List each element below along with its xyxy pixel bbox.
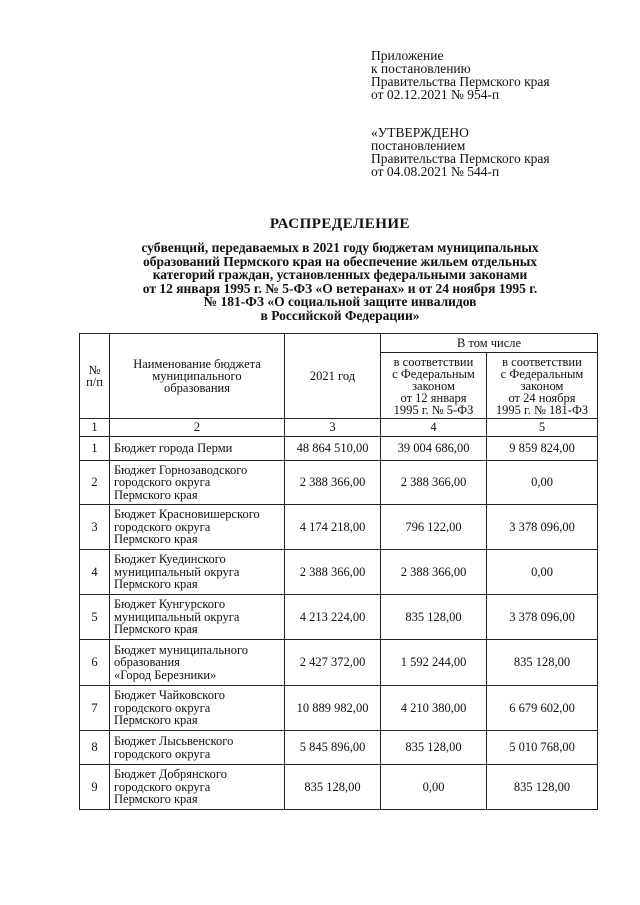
row-number: 3 bbox=[80, 505, 110, 550]
header-including: В том числе bbox=[381, 334, 598, 353]
row-total-2021: 4 174 218,00 bbox=[285, 505, 381, 550]
table-row bbox=[80, 731, 598, 765]
row-law5-amount: 796 122,00 bbox=[381, 505, 487, 550]
header-law5: в соответствии с Федеральным законом от 12 января 1995 г. № 5-ФЗ bbox=[381, 353, 487, 419]
index-cell: 2 bbox=[110, 419, 285, 437]
row-law5-amount: 835 128,00 bbox=[381, 731, 487, 765]
header-num: № п/п bbox=[80, 334, 110, 419]
document-title: РАСПРЕДЕЛЕНИЕ bbox=[269, 216, 411, 232]
distribution-table bbox=[79, 333, 598, 810]
row-number: 8 bbox=[80, 731, 110, 765]
annex-line: Правительства Пермского края bbox=[371, 74, 550, 89]
row-total-2021: 2 388 366,00 bbox=[285, 550, 381, 595]
approved-line: Правительства Пермского края bbox=[371, 151, 550, 166]
subtitle-line: от 12 января 1995 г. № 5-ФЗ «О ветеранах» и от 24 ноября 1995 г. bbox=[142, 280, 538, 296]
row-law5-amount: 4 210 380,00 bbox=[381, 686, 487, 731]
index-cell: 3 bbox=[285, 419, 381, 437]
row-total-2021: 835 128,00 bbox=[285, 765, 381, 810]
row-budget-name: Бюджет Кунгурского муниципальный округа Пермского края bbox=[110, 595, 285, 640]
row-total-2021: 10 889 982,00 bbox=[285, 686, 381, 731]
annex-line: к постановлению bbox=[371, 61, 471, 76]
annex-stamp bbox=[371, 49, 550, 101]
header-year: 2021 год bbox=[285, 334, 381, 419]
row-law181-amount: 835 128,00 bbox=[487, 765, 598, 810]
row-law181-amount: 0,00 bbox=[487, 461, 598, 505]
table-row bbox=[80, 437, 598, 461]
approved-line: постановлением bbox=[371, 138, 466, 153]
row-total-2021: 5 845 896,00 bbox=[285, 731, 381, 765]
row-law181-amount: 3 378 096,00 bbox=[487, 505, 598, 550]
row-total-2021: 2 388 366,00 bbox=[285, 461, 381, 505]
row-budget-name: Бюджет Лысьвенского городского округа bbox=[110, 731, 285, 765]
row-total-2021: 48 864 510,00 bbox=[285, 437, 381, 461]
row-law181-amount: 835 128,00 bbox=[487, 640, 598, 686]
subtitle-line: субвенций, передаваемых в 2021 году бюджетам муниципальных bbox=[141, 240, 539, 255]
approved-line: от 04.08.2021 № 544-п bbox=[371, 164, 500, 179]
table-row bbox=[80, 686, 598, 731]
header-law181: в соответствии с Федеральным законом от 24 ноября 1995 г. № 181-ФЗ bbox=[487, 353, 598, 419]
row-number: 5 bbox=[80, 595, 110, 640]
header-name: Наименование бюджета муниципального образования bbox=[110, 334, 285, 419]
index-cell: 5 bbox=[487, 419, 598, 437]
annex-line: Приложение bbox=[371, 48, 444, 63]
subtitle-line: категорий граждан, установленных федеральными законами bbox=[152, 267, 528, 282]
row-law5-amount: 835 128,00 bbox=[381, 595, 487, 640]
table-row bbox=[80, 550, 598, 595]
table-row bbox=[80, 505, 598, 550]
subtitle-line: образований Пермского края на обеспечение жильем отдельных bbox=[142, 253, 538, 269]
row-budget-name: Бюджет Чайковского городского округа Пермского края bbox=[110, 686, 285, 731]
index-row bbox=[80, 419, 598, 437]
table-row bbox=[80, 765, 598, 810]
row-budget-name: Бюджет муниципального образования «Город Березники» bbox=[110, 640, 285, 686]
row-law5-amount: 2 388 366,00 bbox=[381, 550, 487, 595]
index-cell: 1 bbox=[80, 419, 110, 437]
table-row bbox=[80, 461, 598, 505]
subtitle-line: в Российской Федерации» bbox=[260, 307, 420, 323]
row-budget-name: Бюджет Куединского муниципальный округа Пермского края bbox=[110, 550, 285, 595]
row-number: 1 bbox=[80, 437, 110, 461]
row-law5-amount: 1 592 244,00 bbox=[381, 640, 487, 686]
row-law5-amount: 0,00 bbox=[381, 765, 487, 810]
table-row bbox=[80, 640, 598, 686]
table-row bbox=[80, 595, 598, 640]
row-budget-name: Бюджет Горнозаводского городского округа Пермского края bbox=[110, 461, 285, 505]
row-law181-amount: 5 010 768,00 bbox=[487, 731, 598, 765]
row-law181-amount: 3 378 096,00 bbox=[487, 595, 598, 640]
index-cell: 4 bbox=[381, 419, 487, 437]
subtitle-line: № 181-ФЗ «О социальной защите инвалидов bbox=[203, 294, 477, 309]
row-budget-name: Бюджет города Перми bbox=[110, 437, 285, 461]
row-law181-amount: 9 859 824,00 bbox=[487, 437, 598, 461]
row-number: 6 bbox=[80, 640, 110, 686]
row-number: 2 bbox=[80, 461, 110, 505]
row-law181-amount: 6 679 602,00 bbox=[487, 686, 598, 731]
row-total-2021: 2 427 372,00 bbox=[285, 640, 381, 686]
row-law181-amount: 0,00 bbox=[487, 550, 598, 595]
row-law5-amount: 2 388 366,00 bbox=[381, 461, 487, 505]
document-subtitle bbox=[60, 241, 620, 322]
row-total-2021: 4 213 224,00 bbox=[285, 595, 381, 640]
row-budget-name: Бюджет Добрянского городского округа Пермского края bbox=[110, 765, 285, 810]
approved-line: «УТВЕРЖДЕНО bbox=[371, 125, 469, 140]
row-number: 7 bbox=[80, 686, 110, 731]
annex-line: от 02.12.2021 № 954-п bbox=[371, 87, 500, 102]
row-budget-name: Бюджет Красновишерского городского округа Пермского края bbox=[110, 505, 285, 550]
row-number: 4 bbox=[80, 550, 110, 595]
row-law5-amount: 39 004 686,00 bbox=[381, 437, 487, 461]
row-number: 9 bbox=[80, 765, 110, 810]
approved-stamp bbox=[371, 126, 550, 178]
